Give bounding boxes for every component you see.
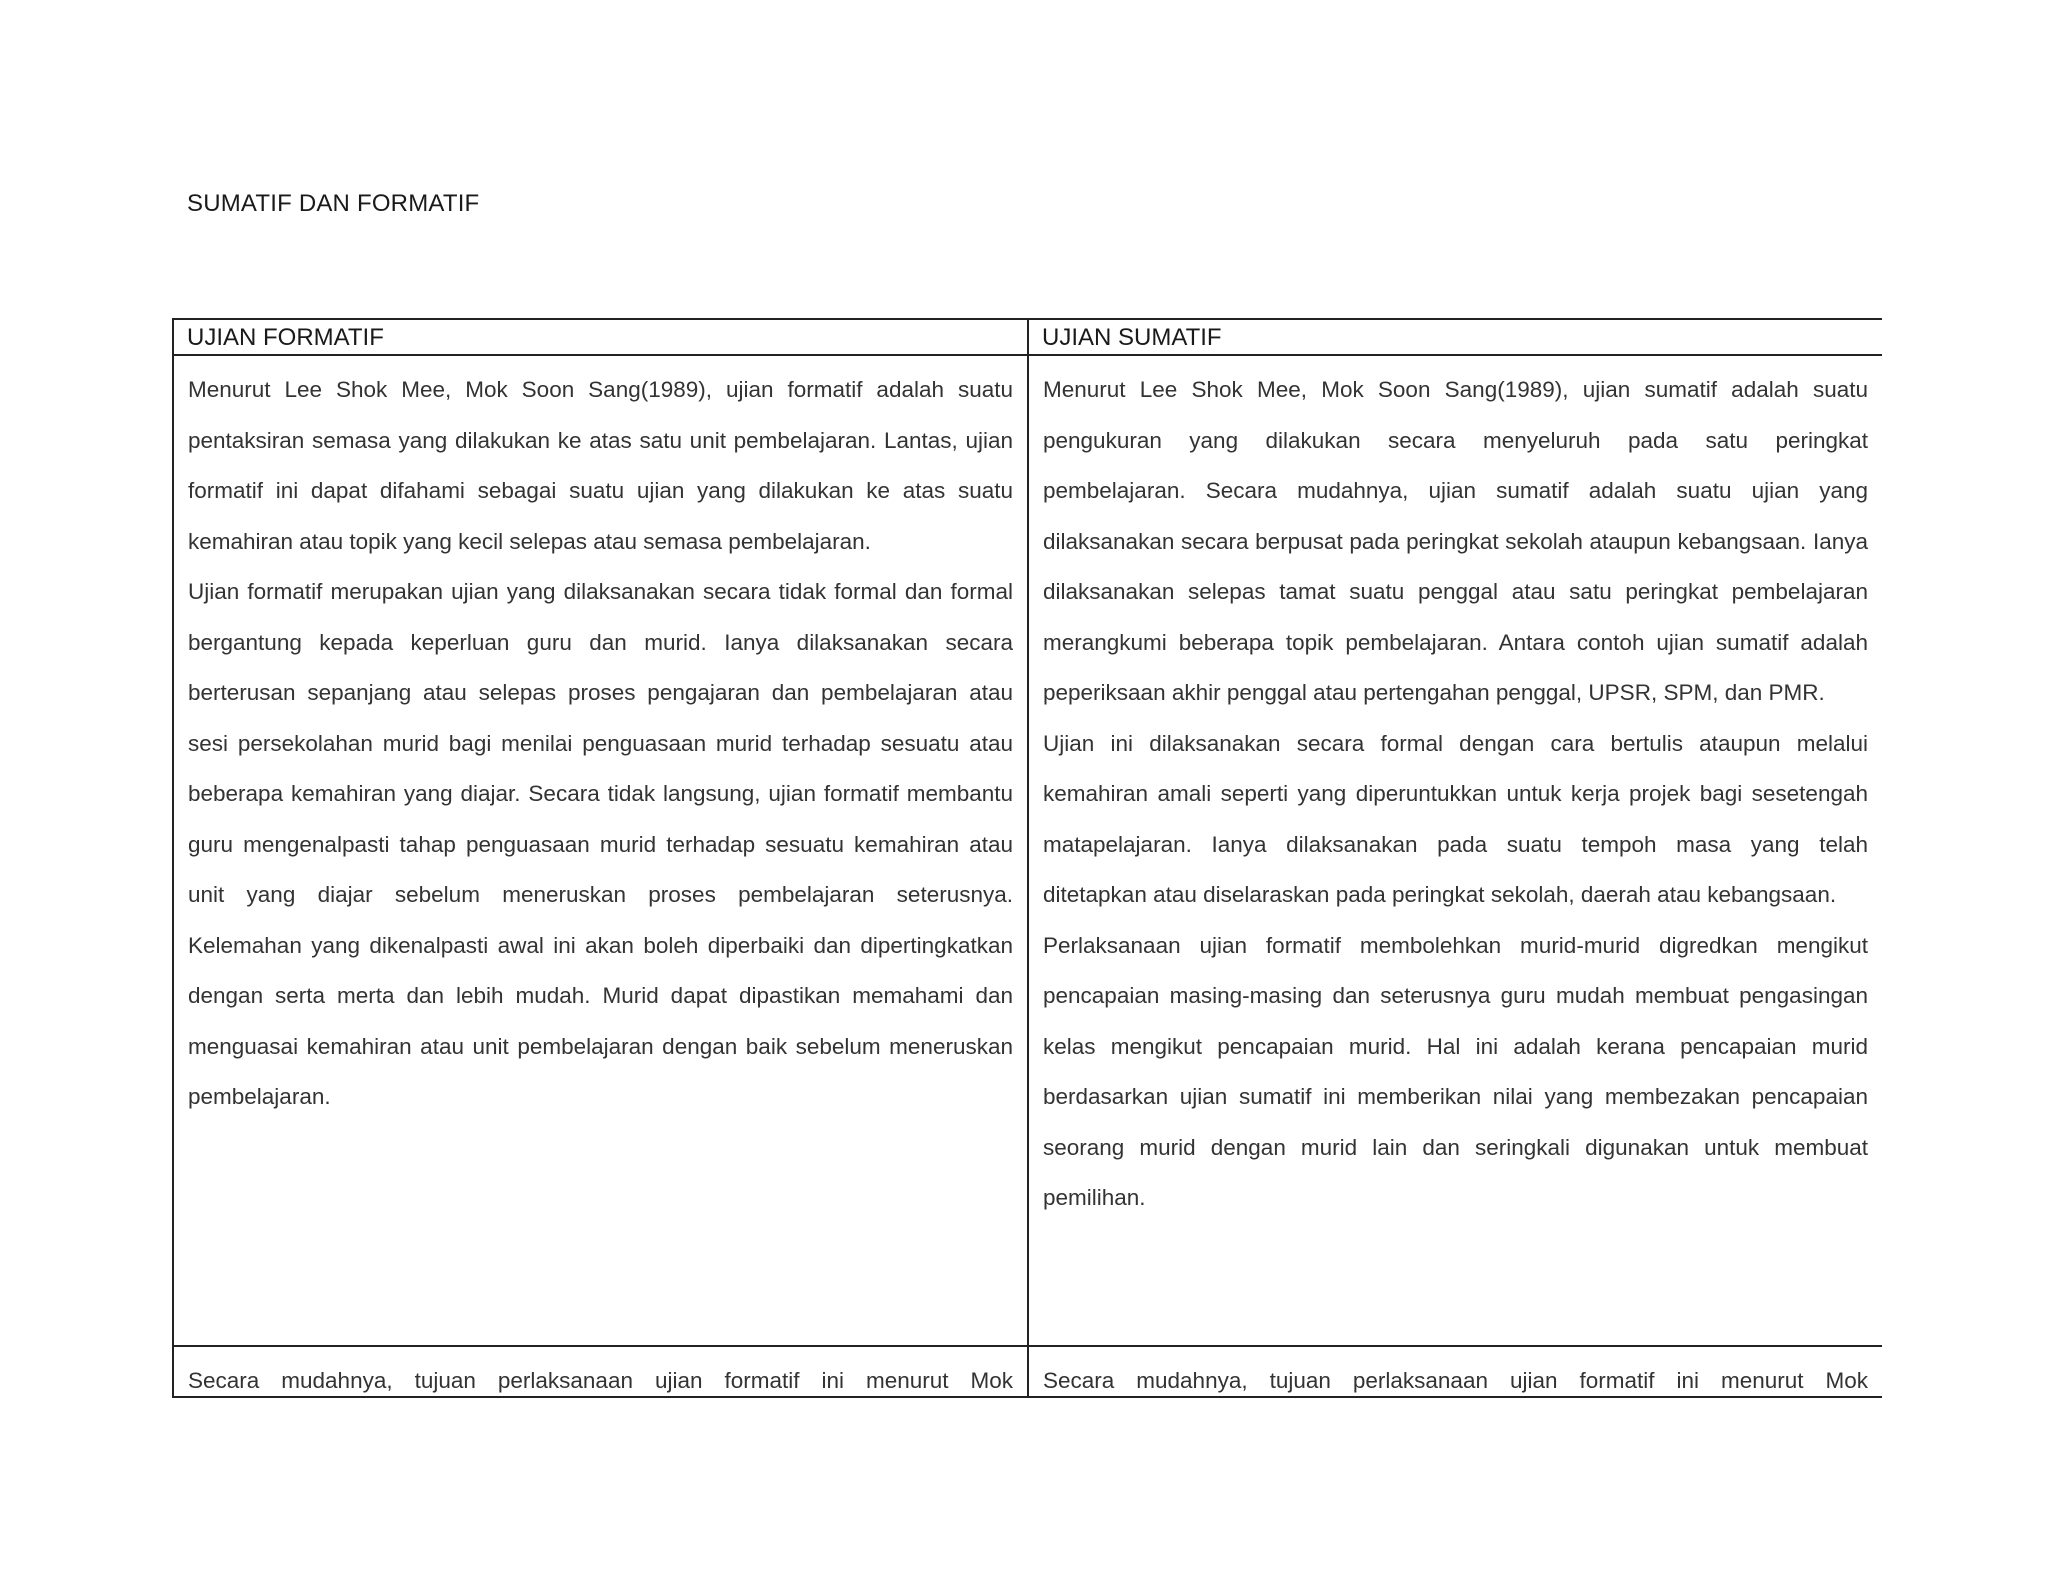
formatif-paragraph-definition: Menurut Lee Shok Mee, Mok Soon Sang(1989), ujian formatif adalah suatu pentaksiran semasa yang dilakukan ke atas satu unit pembelajaran. Lantas, ujian formatif ini dapat difahami sebagai suatu ujian yang dilakukan ke atas suatu kemahiran atau topik yang kecil selepas atau semasa pembelajaran. <box>188 377 1013 554</box>
comparison-table-wrapper <box>172 318 1882 1398</box>
header-ujian-sumatif: UJIAN SUMATIF <box>1028 319 1882 355</box>
table-header-row <box>173 319 1882 355</box>
sumatif-cell <box>1028 355 1882 1346</box>
document-title: SUMATIF DAN FORMATIF <box>187 190 480 217</box>
sumatif-paragraph-definition: Menurut Lee Shok Mee, Mok Soon Sang(1989), ujian sumatif adalah suatu pengukuran yang dilakukan secara menyeluruh pada satu peringkat pembelajaran. Secara mudahnya, ujian sumatif adalah suatu ujian yang dilaksanakan secara berpusat pada peringkat sekolah ataupun kebangsaan. Ianya dilaksanakan selepas tamat suatu penggal atau satu peringkat pembelajaran merangkumi beberapa topik pembelajaran. Antara contoh ujian sumatif adalah peperiksaan akhir penggal atau pertengahan penggal, UPSR, SPM, dan PMR. <box>1043 377 1868 705</box>
sumatif-paragraph-grading: Perlaksanaan ujian formatif membolehkan murid-murid digredkan mengikut pencapaian masing-masing dan seterusnya guru mudah membuat pengasingan kelas mengikut pencapaian murid. Hal ini adalah kerana pencapaian murid berdasarkan ujian sumatif ini memberikan nilai yang membezakan pencapaian seorang murid dengan murid lain dan seringkali digunakan untuk membuat pemilihan. <box>1043 932 1868 1210</box>
sumatif-next-cell: Secara mudahnya, tujuan perlaksanaan ujian formatif ini menurut Mok <box>1028 1346 1882 1398</box>
table-body-row <box>173 355 1882 1346</box>
header-ujian-formatif: UJIAN FORMATIF <box>173 319 1028 355</box>
formatif-cell <box>173 355 1028 1346</box>
formatif-paragraph-implementation: Ujian formatif merupakan ujian yang dilaksanakan secara tidak formal dan formal bergantung kepada keperluan guru dan murid. Ianya dilaksanakan secara berterusan sepanjang atau selepas proses pengajaran dan pembelajaran atau sesi persekolahan murid bagi menilai penguasaan murid terhadap sesuatu atau beberapa kemahiran yang diajar. Secara tidak langsung, ujian formatif membantu guru mengenalpasti tahap penguasaan murid terhadap sesuatu kemahiran atau unit yang diajar sebelum meneruskan proses pembelajaran seterusnya. Kelemahan yang dikenalpasti awal ini akan boleh diperbaiki dan dipertingkatkan dengan serta merta dan lebih mudah. Murid dapat dipastikan memahami dan menguasai kemahiran atau unit pembelajaran dengan baik sebelum meneruskan pembelajaran. <box>188 579 1013 1109</box>
comparison-table <box>172 318 1882 1398</box>
sumatif-paragraph-implementation: Ujian ini dilaksanakan secara formal dengan cara bertulis ataupun melalui kemahiran amali seperti yang diperuntukkan untuk kerja projek bagi sesetengah matapelajaran. Ianya dilaksanakan pada suatu tempoh masa yang telah ditetapkan atau diselaraskan pada peringkat sekolah, daerah atau kebangsaan. <box>1043 730 1868 907</box>
formatif-next-cell: Secara mudahnya, tujuan perlaksanaan ujian formatif ini menurut Mok <box>173 1346 1028 1398</box>
table-next-row <box>173 1346 1882 1398</box>
